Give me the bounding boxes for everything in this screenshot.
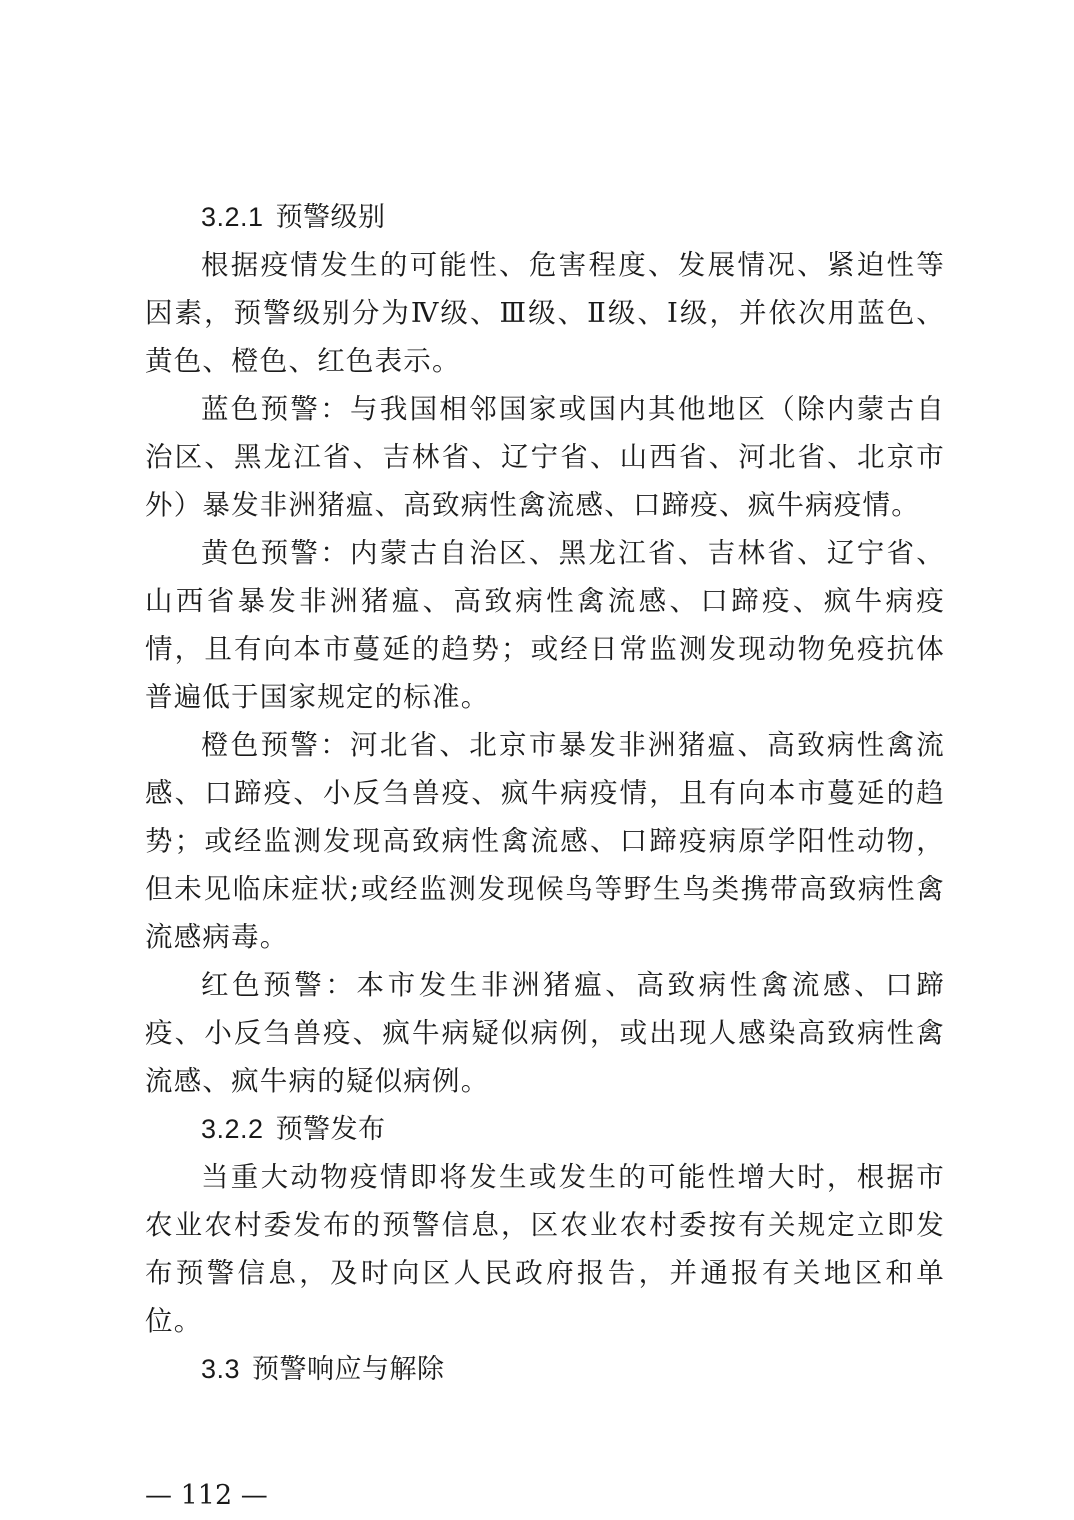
section-heading-3-3: [145, 1345, 945, 1393]
paragraph-red-warning: 红色预警：本市发生非洲猪瘟、高致病性禽流感、口蹄疫、小反刍兽疫、疯牛病疑似病例，或出现人感染高致病性禽流感、疯牛病的疑似病例。: [145, 969, 945, 1097]
section-number: 3.2.1: [201, 202, 264, 232]
paragraph-yellow-warning: 黄色预警：内蒙古自治区、黑龙江省、吉林省、辽宁省、山西省暴发非洲猪瘟、高致病性禽流感、口蹄疫、疯牛病疫情，且有向本市蔓延的趋势；或经日常监测发现动物免疫抗体普遍低于国家规定的标准。: [145, 537, 945, 713]
section-title: 预警发布: [275, 1114, 386, 1144]
section-title: 预警响应与解除: [252, 1354, 445, 1384]
section-heading-3-2-2: [145, 1105, 945, 1153]
section-title: 预警级别: [275, 202, 386, 232]
paragraph-warning-levels: 根据疫情发生的可能性、危害程度、发展情况、紧迫性等因素，预警级别分为Ⅳ级、Ⅲ级、Ⅱ级、Ⅰ级，并依次用蓝色、黄色、橙色、红色表示。: [145, 249, 945, 377]
section-heading-3-2-1: [145, 193, 945, 241]
document-body: [145, 193, 945, 1393]
section-number: 3.3: [201, 1354, 241, 1384]
paragraph-orange-warning: 橙色预警：河北省、北京市暴发非洲猪瘟、高致病性禽流感、口蹄疫、小反刍兽疫、疯牛病疫情，且有向本市蔓延的趋势；或经监测发现高致病性禽流感、口蹄疫病原学阳性动物，但未见临床症状;或经监测发现候鸟等野生鸟类携带高致病性禽流感病毒。: [145, 729, 945, 953]
paragraph-warning-release: 当重大动物疫情即将发生或发生的可能性增大时，根据市农业农村委发布的预警信息，区农业农村委按有关规定立即发布预警信息，及时向区人民政府报告，并通报有关地区和单位。: [145, 1161, 945, 1337]
page-number: — 112 —: [145, 1480, 268, 1511]
section-number: 3.2.2: [201, 1114, 264, 1144]
paragraph-blue-warning: 蓝色预警：与我国相邻国家或国内其他地区（除内蒙古自治区、黑龙江省、吉林省、辽宁省、山西省、河北省、北京市外）暴发非洲猪瘟、高致病性禽流感、口蹄疫、疯牛病疫情。: [145, 393, 945, 521]
